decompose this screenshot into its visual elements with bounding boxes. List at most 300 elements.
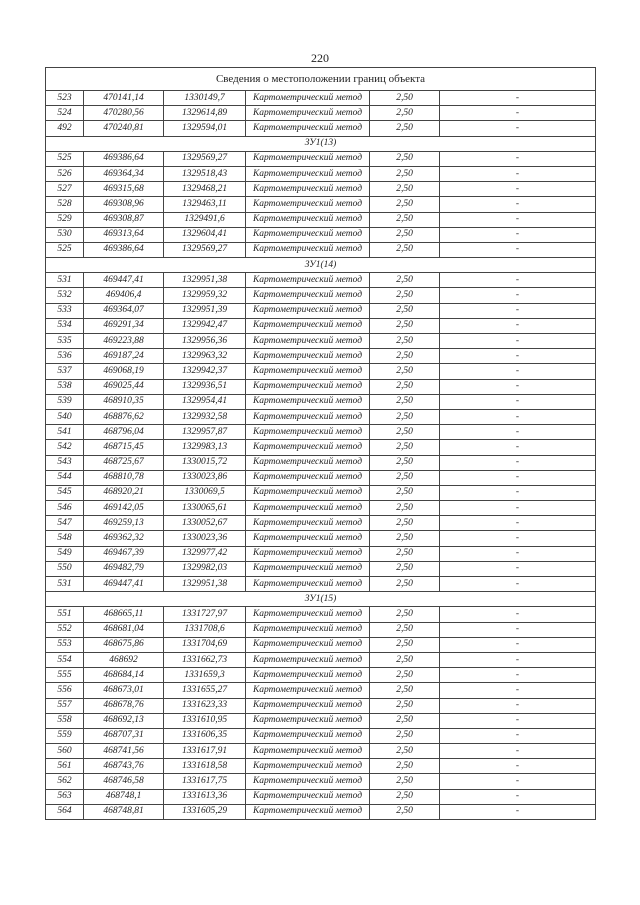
- method-cell: Картометрический метод: [246, 197, 370, 212]
- table-row: [46, 516, 596, 531]
- point-number-cell: 528: [46, 197, 84, 212]
- y-coordinate-cell: 1329951,38: [164, 273, 246, 288]
- table-row: [46, 364, 596, 379]
- description-cell: -: [440, 288, 596, 303]
- y-coordinate-cell: 1331605,29: [164, 804, 246, 819]
- method-cell: Картометрический метод: [246, 668, 370, 683]
- description-cell: -: [440, 425, 596, 440]
- accuracy-cell: 2,50: [370, 516, 440, 531]
- description-cell: -: [440, 546, 596, 561]
- table-row: [46, 668, 596, 683]
- table-row: [46, 197, 596, 212]
- point-number-cell: 530: [46, 227, 84, 242]
- description-cell: -: [440, 197, 596, 212]
- accuracy-cell: 2,50: [370, 349, 440, 364]
- description-cell: -: [440, 501, 596, 516]
- accuracy-cell: 2,50: [370, 577, 440, 592]
- table-row: [46, 728, 596, 743]
- point-number-cell: 531: [46, 577, 84, 592]
- description-cell: -: [440, 318, 596, 333]
- table-row: [46, 166, 596, 181]
- table-row: [46, 91, 596, 106]
- table-row: [46, 182, 596, 197]
- point-number-cell: 527: [46, 182, 84, 197]
- y-coordinate-cell: 1329951,38: [164, 577, 246, 592]
- point-number-cell: 552: [46, 622, 84, 637]
- description-cell: -: [440, 455, 596, 470]
- y-coordinate-cell: 1329604,41: [164, 227, 246, 242]
- method-cell: Картометрический метод: [246, 637, 370, 652]
- method-cell: Картометрический метод: [246, 227, 370, 242]
- accuracy-cell: 2,50: [370, 409, 440, 424]
- y-coordinate-cell: 1329957,87: [164, 425, 246, 440]
- accuracy-cell: 2,50: [370, 485, 440, 500]
- table-row: [46, 425, 596, 440]
- x-coordinate-cell: 468796,04: [84, 425, 164, 440]
- method-cell: Картометрический метод: [246, 303, 370, 318]
- table-row: [46, 334, 596, 349]
- accuracy-cell: 2,50: [370, 364, 440, 379]
- x-coordinate-cell: 469315,68: [84, 182, 164, 197]
- table-row: [46, 561, 596, 576]
- accuracy-cell: 2,50: [370, 166, 440, 181]
- x-coordinate-cell: 468692: [84, 652, 164, 667]
- description-cell: -: [440, 151, 596, 166]
- description-cell: -: [440, 744, 596, 759]
- y-coordinate-cell: 1329594,01: [164, 121, 246, 136]
- accuracy-cell: 2,50: [370, 394, 440, 409]
- method-cell: Картометрический метод: [246, 683, 370, 698]
- description-cell: -: [440, 227, 596, 242]
- y-coordinate-cell: 1331610,95: [164, 713, 246, 728]
- point-number-cell: 532: [46, 288, 84, 303]
- method-cell: Картометрический метод: [246, 622, 370, 637]
- x-coordinate-cell: 470240,81: [84, 121, 164, 136]
- method-cell: Картометрический метод: [246, 91, 370, 106]
- x-coordinate-cell: 469364,34: [84, 166, 164, 181]
- method-cell: Картометрический метод: [246, 212, 370, 227]
- x-coordinate-cell: 469447,41: [84, 577, 164, 592]
- table-row: [46, 759, 596, 774]
- y-coordinate-cell: 1329463,11: [164, 197, 246, 212]
- description-cell: -: [440, 334, 596, 349]
- table-row: [46, 349, 596, 364]
- description-cell: -: [440, 273, 596, 288]
- accuracy-cell: 2,50: [370, 531, 440, 546]
- x-coordinate-cell: 468681,04: [84, 622, 164, 637]
- table-row: [46, 713, 596, 728]
- x-coordinate-cell: 468741,56: [84, 744, 164, 759]
- description-cell: -: [440, 364, 596, 379]
- y-coordinate-cell: 1329614,89: [164, 106, 246, 121]
- y-coordinate-cell: 1329977,42: [164, 546, 246, 561]
- description-cell: -: [440, 577, 596, 592]
- description-cell: -: [440, 121, 596, 136]
- accuracy-cell: 2,50: [370, 273, 440, 288]
- y-coordinate-cell: 1330065,61: [164, 501, 246, 516]
- method-cell: Картометрический метод: [246, 485, 370, 500]
- method-cell: Картометрический метод: [246, 652, 370, 667]
- table-row: [46, 303, 596, 318]
- description-cell: -: [440, 91, 596, 106]
- accuracy-cell: 2,50: [370, 668, 440, 683]
- description-cell: -: [440, 394, 596, 409]
- y-coordinate-cell: 1331613,36: [164, 789, 246, 804]
- accuracy-cell: 2,50: [370, 455, 440, 470]
- y-coordinate-cell: 1331617,91: [164, 744, 246, 759]
- description-cell: -: [440, 668, 596, 683]
- x-coordinate-cell: 469386,64: [84, 151, 164, 166]
- x-coordinate-cell: 469187,24: [84, 349, 164, 364]
- x-coordinate-cell: 469142,05: [84, 501, 164, 516]
- y-coordinate-cell: 1330015,72: [164, 455, 246, 470]
- y-coordinate-cell: 1331708,6: [164, 622, 246, 637]
- description-cell: -: [440, 622, 596, 637]
- x-coordinate-cell: 470141,14: [84, 91, 164, 106]
- accuracy-cell: 2,50: [370, 440, 440, 455]
- point-number-cell: 536: [46, 349, 84, 364]
- method-cell: Картометрический метод: [246, 516, 370, 531]
- accuracy-cell: 2,50: [370, 652, 440, 667]
- accuracy-cell: 2,50: [370, 303, 440, 318]
- table-row: [46, 622, 596, 637]
- x-coordinate-cell: 468743,76: [84, 759, 164, 774]
- accuracy-cell: 2,50: [370, 804, 440, 819]
- point-number-cell: 560: [46, 744, 84, 759]
- point-number-cell: 537: [46, 364, 84, 379]
- boundary-table-container: [45, 67, 595, 820]
- description-cell: -: [440, 212, 596, 227]
- point-number-cell: 535: [46, 334, 84, 349]
- x-coordinate-cell: 469482,79: [84, 561, 164, 576]
- table-title-row: [46, 68, 596, 91]
- accuracy-cell: 2,50: [370, 227, 440, 242]
- y-coordinate-cell: 1331623,33: [164, 698, 246, 713]
- table-row: [46, 637, 596, 652]
- method-cell: Картометрический метод: [246, 759, 370, 774]
- method-cell: Картометрический метод: [246, 607, 370, 622]
- method-cell: Картометрический метод: [246, 470, 370, 485]
- x-coordinate-cell: 468920,21: [84, 485, 164, 500]
- description-cell: -: [440, 774, 596, 789]
- point-number-cell: 524: [46, 106, 84, 121]
- y-coordinate-cell: 1331655,27: [164, 683, 246, 698]
- point-number-cell: 538: [46, 379, 84, 394]
- description-cell: -: [440, 166, 596, 181]
- accuracy-cell: 2,50: [370, 334, 440, 349]
- x-coordinate-cell: 469308,96: [84, 197, 164, 212]
- description-cell: -: [440, 485, 596, 500]
- point-number-cell: 555: [46, 668, 84, 683]
- description-cell: -: [440, 789, 596, 804]
- y-coordinate-cell: 1329491,6: [164, 212, 246, 227]
- y-coordinate-cell: 1331727,97: [164, 607, 246, 622]
- description-cell: -: [440, 561, 596, 576]
- point-number-cell: 540: [46, 409, 84, 424]
- description-cell: -: [440, 303, 596, 318]
- method-cell: Картометрический метод: [246, 288, 370, 303]
- method-cell: Картометрический метод: [246, 334, 370, 349]
- accuracy-cell: 2,50: [370, 106, 440, 121]
- accuracy-cell: 2,50: [370, 622, 440, 637]
- method-cell: Картометрический метод: [246, 713, 370, 728]
- x-coordinate-cell: 468748,81: [84, 804, 164, 819]
- section-header: ЗУ1(14): [46, 258, 596, 273]
- point-number-cell: 558: [46, 713, 84, 728]
- y-coordinate-cell: 1330052,67: [164, 516, 246, 531]
- table-row: [46, 789, 596, 804]
- accuracy-cell: 2,50: [370, 683, 440, 698]
- y-coordinate-cell: 1329963,32: [164, 349, 246, 364]
- point-number-cell: 562: [46, 774, 84, 789]
- accuracy-cell: 2,50: [370, 318, 440, 333]
- accuracy-cell: 2,50: [370, 546, 440, 561]
- y-coordinate-cell: 1331618,58: [164, 759, 246, 774]
- section-header: ЗУ1(13): [46, 136, 596, 151]
- table-row: [46, 607, 596, 622]
- table-title: Сведения о местоположении границ объекта: [46, 68, 596, 91]
- point-number-cell: 547: [46, 516, 84, 531]
- method-cell: Картометрический метод: [246, 425, 370, 440]
- method-cell: Картометрический метод: [246, 546, 370, 561]
- y-coordinate-cell: 1329956,36: [164, 334, 246, 349]
- x-coordinate-cell: 469406,4: [84, 288, 164, 303]
- table-row: [46, 652, 596, 667]
- table-row: [46, 744, 596, 759]
- method-cell: Картометрический метод: [246, 364, 370, 379]
- table-row: [46, 121, 596, 136]
- accuracy-cell: 2,50: [370, 744, 440, 759]
- x-coordinate-cell: 468684,14: [84, 668, 164, 683]
- point-number-cell: 525: [46, 242, 84, 257]
- x-coordinate-cell: 469068,19: [84, 364, 164, 379]
- point-number-cell: 534: [46, 318, 84, 333]
- point-number-cell: 542: [46, 440, 84, 455]
- table-row: [46, 501, 596, 516]
- point-number-cell: 563: [46, 789, 84, 804]
- accuracy-cell: 2,50: [370, 698, 440, 713]
- point-number-cell: 523: [46, 91, 84, 106]
- description-cell: -: [440, 728, 596, 743]
- y-coordinate-cell: 1331662,73: [164, 652, 246, 667]
- boundary-coordinates-table: [45, 67, 596, 820]
- method-cell: Картометрический метод: [246, 728, 370, 743]
- point-number-cell: 550: [46, 561, 84, 576]
- accuracy-cell: 2,50: [370, 379, 440, 394]
- y-coordinate-cell: 1329959,32: [164, 288, 246, 303]
- page-number: 220: [311, 51, 329, 65]
- table-row: [46, 318, 596, 333]
- method-cell: Картометрический метод: [246, 455, 370, 470]
- x-coordinate-cell: 468678,76: [84, 698, 164, 713]
- description-cell: -: [440, 182, 596, 197]
- section-header-row: [46, 136, 596, 151]
- y-coordinate-cell: 1329954,41: [164, 394, 246, 409]
- point-number-cell: 561: [46, 759, 84, 774]
- point-number-cell: 526: [46, 166, 84, 181]
- point-number-cell: 541: [46, 425, 84, 440]
- x-coordinate-cell: 469364,07: [84, 303, 164, 318]
- x-coordinate-cell: 469362,32: [84, 531, 164, 546]
- table-row: [46, 227, 596, 242]
- description-cell: -: [440, 349, 596, 364]
- y-coordinate-cell: 1331659,3: [164, 668, 246, 683]
- y-coordinate-cell: 1329951,39: [164, 303, 246, 318]
- y-coordinate-cell: 1331704,69: [164, 637, 246, 652]
- accuracy-cell: 2,50: [370, 774, 440, 789]
- point-number-cell: 525: [46, 151, 84, 166]
- method-cell: Картометрический метод: [246, 774, 370, 789]
- accuracy-cell: 2,50: [370, 425, 440, 440]
- method-cell: Картометрический метод: [246, 744, 370, 759]
- y-coordinate-cell: 1329936,51: [164, 379, 246, 394]
- description-cell: -: [440, 106, 596, 121]
- x-coordinate-cell: 469291,34: [84, 318, 164, 333]
- y-coordinate-cell: 1329518,43: [164, 166, 246, 181]
- description-cell: -: [440, 531, 596, 546]
- y-coordinate-cell: 1331617,75: [164, 774, 246, 789]
- table-row: [46, 531, 596, 546]
- x-coordinate-cell: 468675,86: [84, 637, 164, 652]
- table-row: [46, 698, 596, 713]
- description-cell: -: [440, 713, 596, 728]
- method-cell: Картометрический метод: [246, 531, 370, 546]
- point-number-cell: 564: [46, 804, 84, 819]
- y-coordinate-cell: 1329932,58: [164, 409, 246, 424]
- point-number-cell: 531: [46, 273, 84, 288]
- accuracy-cell: 2,50: [370, 197, 440, 212]
- point-number-cell: 544: [46, 470, 84, 485]
- method-cell: Картометрический метод: [246, 349, 370, 364]
- x-coordinate-cell: 468692,13: [84, 713, 164, 728]
- point-number-cell: 546: [46, 501, 84, 516]
- description-cell: -: [440, 440, 596, 455]
- x-coordinate-cell: 468810,78: [84, 470, 164, 485]
- accuracy-cell: 2,50: [370, 470, 440, 485]
- x-coordinate-cell: 468876,62: [84, 409, 164, 424]
- accuracy-cell: 2,50: [370, 182, 440, 197]
- table-row: [46, 409, 596, 424]
- accuracy-cell: 2,50: [370, 759, 440, 774]
- x-coordinate-cell: 468910,35: [84, 394, 164, 409]
- table-row: [46, 212, 596, 227]
- method-cell: Картометрический метод: [246, 501, 370, 516]
- table-row: [46, 273, 596, 288]
- table-row: [46, 106, 596, 121]
- y-coordinate-cell: 1329983,13: [164, 440, 246, 455]
- x-coordinate-cell: 469259,13: [84, 516, 164, 531]
- accuracy-cell: 2,50: [370, 561, 440, 576]
- x-coordinate-cell: 468748,1: [84, 789, 164, 804]
- section-header: ЗУ1(15): [46, 592, 596, 607]
- point-number-cell: 539: [46, 394, 84, 409]
- accuracy-cell: 2,50: [370, 728, 440, 743]
- method-cell: Картометрический метод: [246, 698, 370, 713]
- point-number-cell: 533: [46, 303, 84, 318]
- point-number-cell: 529: [46, 212, 84, 227]
- table-row: [46, 485, 596, 500]
- method-cell: Картометрический метод: [246, 318, 370, 333]
- description-cell: -: [440, 698, 596, 713]
- method-cell: Картометрический метод: [246, 440, 370, 455]
- description-cell: -: [440, 683, 596, 698]
- method-cell: Картометрический метод: [246, 804, 370, 819]
- x-coordinate-cell: 469447,41: [84, 273, 164, 288]
- y-coordinate-cell: 1329942,37: [164, 364, 246, 379]
- point-number-cell: 551: [46, 607, 84, 622]
- table-row: [46, 242, 596, 257]
- description-cell: -: [440, 607, 596, 622]
- table-row: [46, 151, 596, 166]
- method-cell: Картометрический метод: [246, 561, 370, 576]
- method-cell: Картометрический метод: [246, 242, 370, 257]
- method-cell: Картометрический метод: [246, 409, 370, 424]
- table-row: [46, 379, 596, 394]
- table-row: [46, 394, 596, 409]
- accuracy-cell: 2,50: [370, 607, 440, 622]
- table-row: [46, 546, 596, 561]
- point-number-cell: 556: [46, 683, 84, 698]
- method-cell: Картометрический метод: [246, 166, 370, 181]
- method-cell: Картометрический метод: [246, 273, 370, 288]
- table-row: [46, 440, 596, 455]
- point-number-cell: 543: [46, 455, 84, 470]
- y-coordinate-cell: 1329982,03: [164, 561, 246, 576]
- description-cell: -: [440, 470, 596, 485]
- description-cell: -: [440, 409, 596, 424]
- y-coordinate-cell: 1329942,47: [164, 318, 246, 333]
- method-cell: Картометрический метод: [246, 379, 370, 394]
- method-cell: Картометрический метод: [246, 182, 370, 197]
- point-number-cell: 549: [46, 546, 84, 561]
- section-header-row: [46, 592, 596, 607]
- x-coordinate-cell: 469313,64: [84, 227, 164, 242]
- x-coordinate-cell: 468746,58: [84, 774, 164, 789]
- accuracy-cell: 2,50: [370, 288, 440, 303]
- point-number-cell: 554: [46, 652, 84, 667]
- description-cell: -: [440, 242, 596, 257]
- point-number-cell: 548: [46, 531, 84, 546]
- x-coordinate-cell: 469223,88: [84, 334, 164, 349]
- x-coordinate-cell: 468725,67: [84, 455, 164, 470]
- accuracy-cell: 2,50: [370, 713, 440, 728]
- description-cell: -: [440, 516, 596, 531]
- table-row: [46, 774, 596, 789]
- accuracy-cell: 2,50: [370, 789, 440, 804]
- table-row: [46, 288, 596, 303]
- point-number-cell: 553: [46, 637, 84, 652]
- point-number-cell: 492: [46, 121, 84, 136]
- y-coordinate-cell: 1330149,7: [164, 91, 246, 106]
- y-coordinate-cell: 1329468,21: [164, 182, 246, 197]
- point-number-cell: 545: [46, 485, 84, 500]
- x-coordinate-cell: 468715,45: [84, 440, 164, 455]
- accuracy-cell: 2,50: [370, 637, 440, 652]
- point-number-cell: 559: [46, 728, 84, 743]
- y-coordinate-cell: 1331606,35: [164, 728, 246, 743]
- table-row: [46, 455, 596, 470]
- method-cell: Картометрический метод: [246, 151, 370, 166]
- y-coordinate-cell: 1330023,36: [164, 531, 246, 546]
- method-cell: Картометрический метод: [246, 106, 370, 121]
- y-coordinate-cell: 1329569,27: [164, 151, 246, 166]
- method-cell: Картометрический метод: [246, 789, 370, 804]
- x-coordinate-cell: 469025,44: [84, 379, 164, 394]
- x-coordinate-cell: 470280,56: [84, 106, 164, 121]
- x-coordinate-cell: 469308,87: [84, 212, 164, 227]
- point-number-cell: 557: [46, 698, 84, 713]
- description-cell: -: [440, 759, 596, 774]
